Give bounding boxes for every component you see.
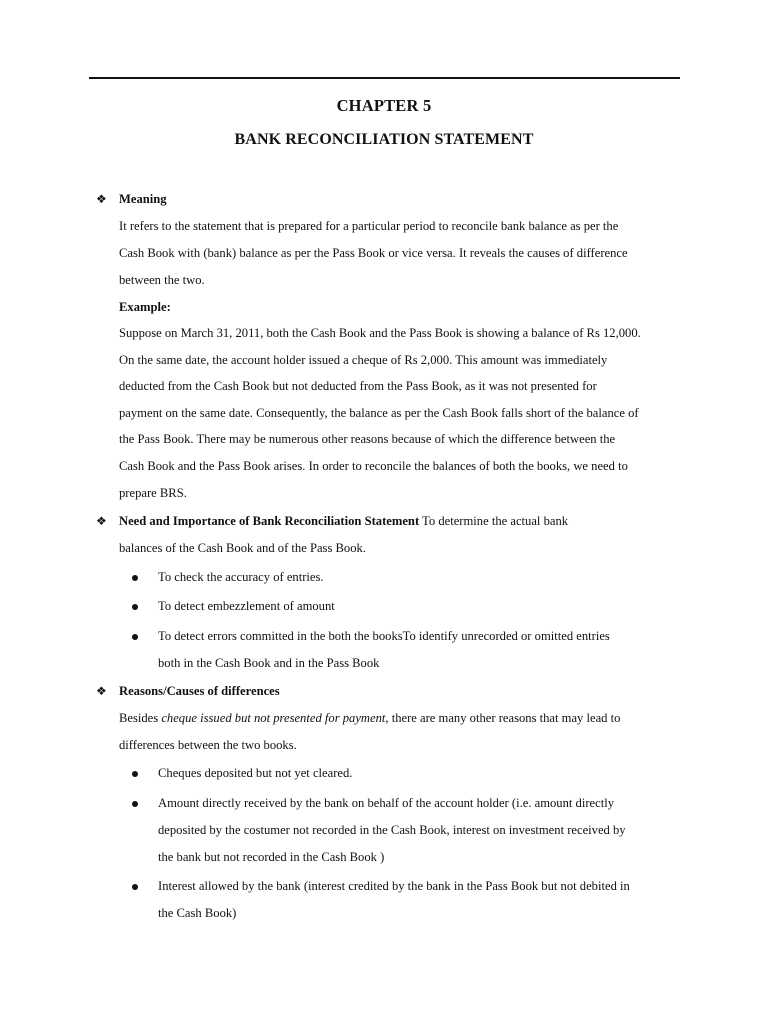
paragraph-line: balances of the Cash Book and of the Pass Book. [119, 541, 366, 555]
bullet-dot-icon [132, 604, 138, 610]
paragraph-line: between the two. [119, 273, 205, 287]
list-item-continued: both in the Cash Book and in the Pass Book [158, 656, 380, 670]
need-heading-bold: Need and Importance of Bank Reconciliation Statement [119, 514, 420, 528]
diamond-bullet-icon: ❖ [96, 192, 107, 206]
example-line: deducted from the Cash Book but not deducted from the Pass Book, as it was not presented for [119, 379, 597, 393]
reasons-intro-prefix: Besides [119, 711, 162, 725]
reasons-intro-suffix: there are many other reasons that may lead to [388, 711, 621, 725]
chapter-number: CHAPTER 5 [336, 96, 432, 115]
diamond-bullet-icon: ❖ [96, 684, 107, 698]
example-line: On the same date, the account holder issued a cheque of Rs 2,000. This amount was immediately [119, 353, 608, 367]
example-line: prepare BRS. [119, 486, 187, 500]
list-item: To check the accuracy of entries. [158, 570, 324, 584]
list-item: Amount directly received by the bank on behalf of the account holder (i.e. amount directly [158, 796, 615, 810]
example-line: payment on the same date. Consequently, the balance as per the Cash Book falls short of the balance of [119, 406, 639, 420]
paragraph-line: It refers to the statement that is prepared for a particular period to reconcile bank balance as per the [119, 219, 619, 233]
list-item-continued: deposited by the costumer not recorded in the Cash Book, interest on investment received by [158, 823, 626, 837]
example-line: the Pass Book. There may be numerous other reasons because of which the difference between the [119, 432, 616, 446]
list-item-continued: the Cash Book) [158, 906, 237, 920]
section-heading-reasons: Reasons/Causes of differences [119, 684, 280, 698]
bullet-dot-icon [132, 801, 138, 807]
list-item: Interest allowed by the bank (interest credited by the bank in the Pass Book but not debited in [158, 879, 630, 893]
paragraph-line: differences between the two books. [119, 738, 297, 752]
reasons-intro-italic: cheque issued but not presented for payment, [161, 711, 389, 725]
paragraph-line [119, 710, 620, 726]
example-line: Cash Book and the Pass Book arises. In order to reconcile the balances of both the books, we need to [119, 459, 628, 473]
list-item: Cheques deposited but not yet cleared. [158, 766, 353, 780]
bullet-dot-icon [132, 634, 138, 640]
need-heading-tail: To determine the actual bank [419, 514, 569, 528]
list-item: To detect embezzlement of amount [158, 599, 335, 613]
bullet-dot-icon [132, 575, 138, 581]
paragraph-line: Cash Book with (bank) balance as per the Pass Book or vice versa. It reveals the causes of difference [119, 246, 628, 260]
section-heading-need [119, 513, 568, 529]
diamond-bullet-icon: ❖ [96, 514, 107, 528]
bullet-dot-icon [132, 884, 138, 890]
top-rule [89, 77, 680, 79]
example-label: Example: [119, 300, 171, 314]
bullet-dot-icon [132, 771, 138, 777]
chapter-title: BANK RECONCILIATION STATEMENT [234, 131, 534, 148]
list-item-continued: the bank but not recorded in the Cash Book ) [158, 850, 385, 864]
example-line: Suppose on March 31, 2011, both the Cash Book and the Pass Book is showing a balance of Rs 12,000. [119, 326, 641, 340]
list-item: To detect errors committed in the both the booksTo identify unrecorded or omitted entries [158, 629, 610, 643]
section-heading-meaning: Meaning [119, 192, 167, 206]
